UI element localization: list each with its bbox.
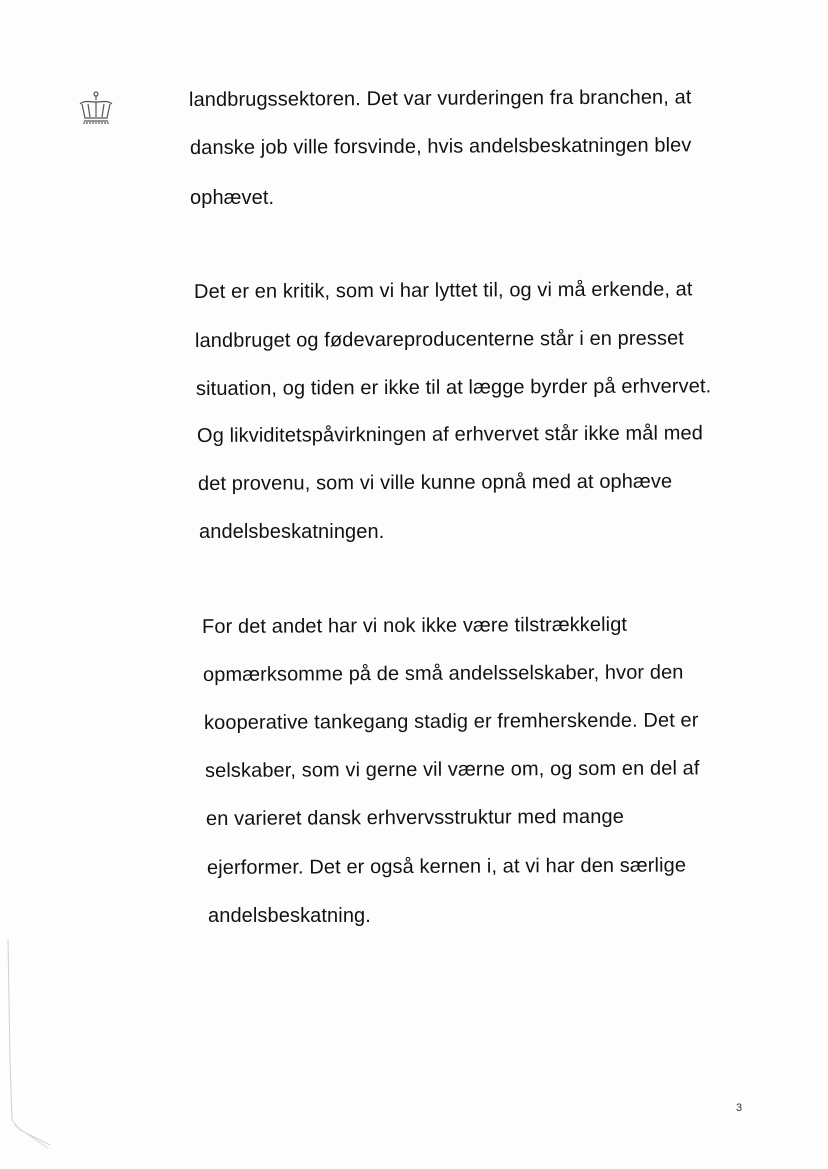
paragraph-3-line-4: selskaber, som vi gerne vil værne om, og som en del af: [204, 757, 700, 782]
paragraph-3-line-6: ejerformer. Det er også kernen i, at vi har den særlige: [206, 854, 687, 879]
paragraph-1-line-2: danske job ville forsvinde, hvis andelsbeskatningen blev: [189, 134, 692, 159]
paragraph-3-line-3: kooperative tankegang stadig er fremherskende. Det er: [203, 709, 699, 734]
paragraph-2-line-4: Og likviditetspåvirkningen af erhvervet står ikke mål med: [196, 422, 703, 447]
scan-edge-mark: [0, 940, 60, 1169]
paragraph-2-line-2: landbruget og fødevareproducenterne står i en presset: [194, 327, 684, 352]
paragraph-2-line-1: Det er en kritik, som vi har lyttet til, og vi må erkende, at: [193, 278, 693, 303]
paragraph-2-line-3: situation, og tiden er ikke til at lægge byrder på erhvervet.: [195, 375, 712, 400]
paragraph-3-line-2: opmærksomme på de små andelsselskaber, hvor den: [202, 661, 684, 686]
paragraph-1-line-1: landbrugssektoren. Det var vurderingen fra branchen, at: [188, 86, 692, 111]
paragraph-1-line-3: ophævet.: [190, 187, 275, 209]
paragraph-2-line-6: andelsbeskatningen.: [199, 521, 385, 543]
paragraph-2-line-5: det provenu, som vi ville kunne opnå med at ophæve: [197, 470, 673, 495]
paragraph-3-line-5: en varieret dansk erhvervsstruktur med mange: [205, 805, 624, 830]
paragraph-3-line-1: For det andet har vi nok ikke være tilstrækkeligt: [201, 613, 628, 638]
crown-emblem-icon: [76, 90, 116, 126]
paragraph-3-line-7: andelsbeskatning.: [208, 905, 371, 927]
page-number: 3: [736, 1102, 743, 1114]
